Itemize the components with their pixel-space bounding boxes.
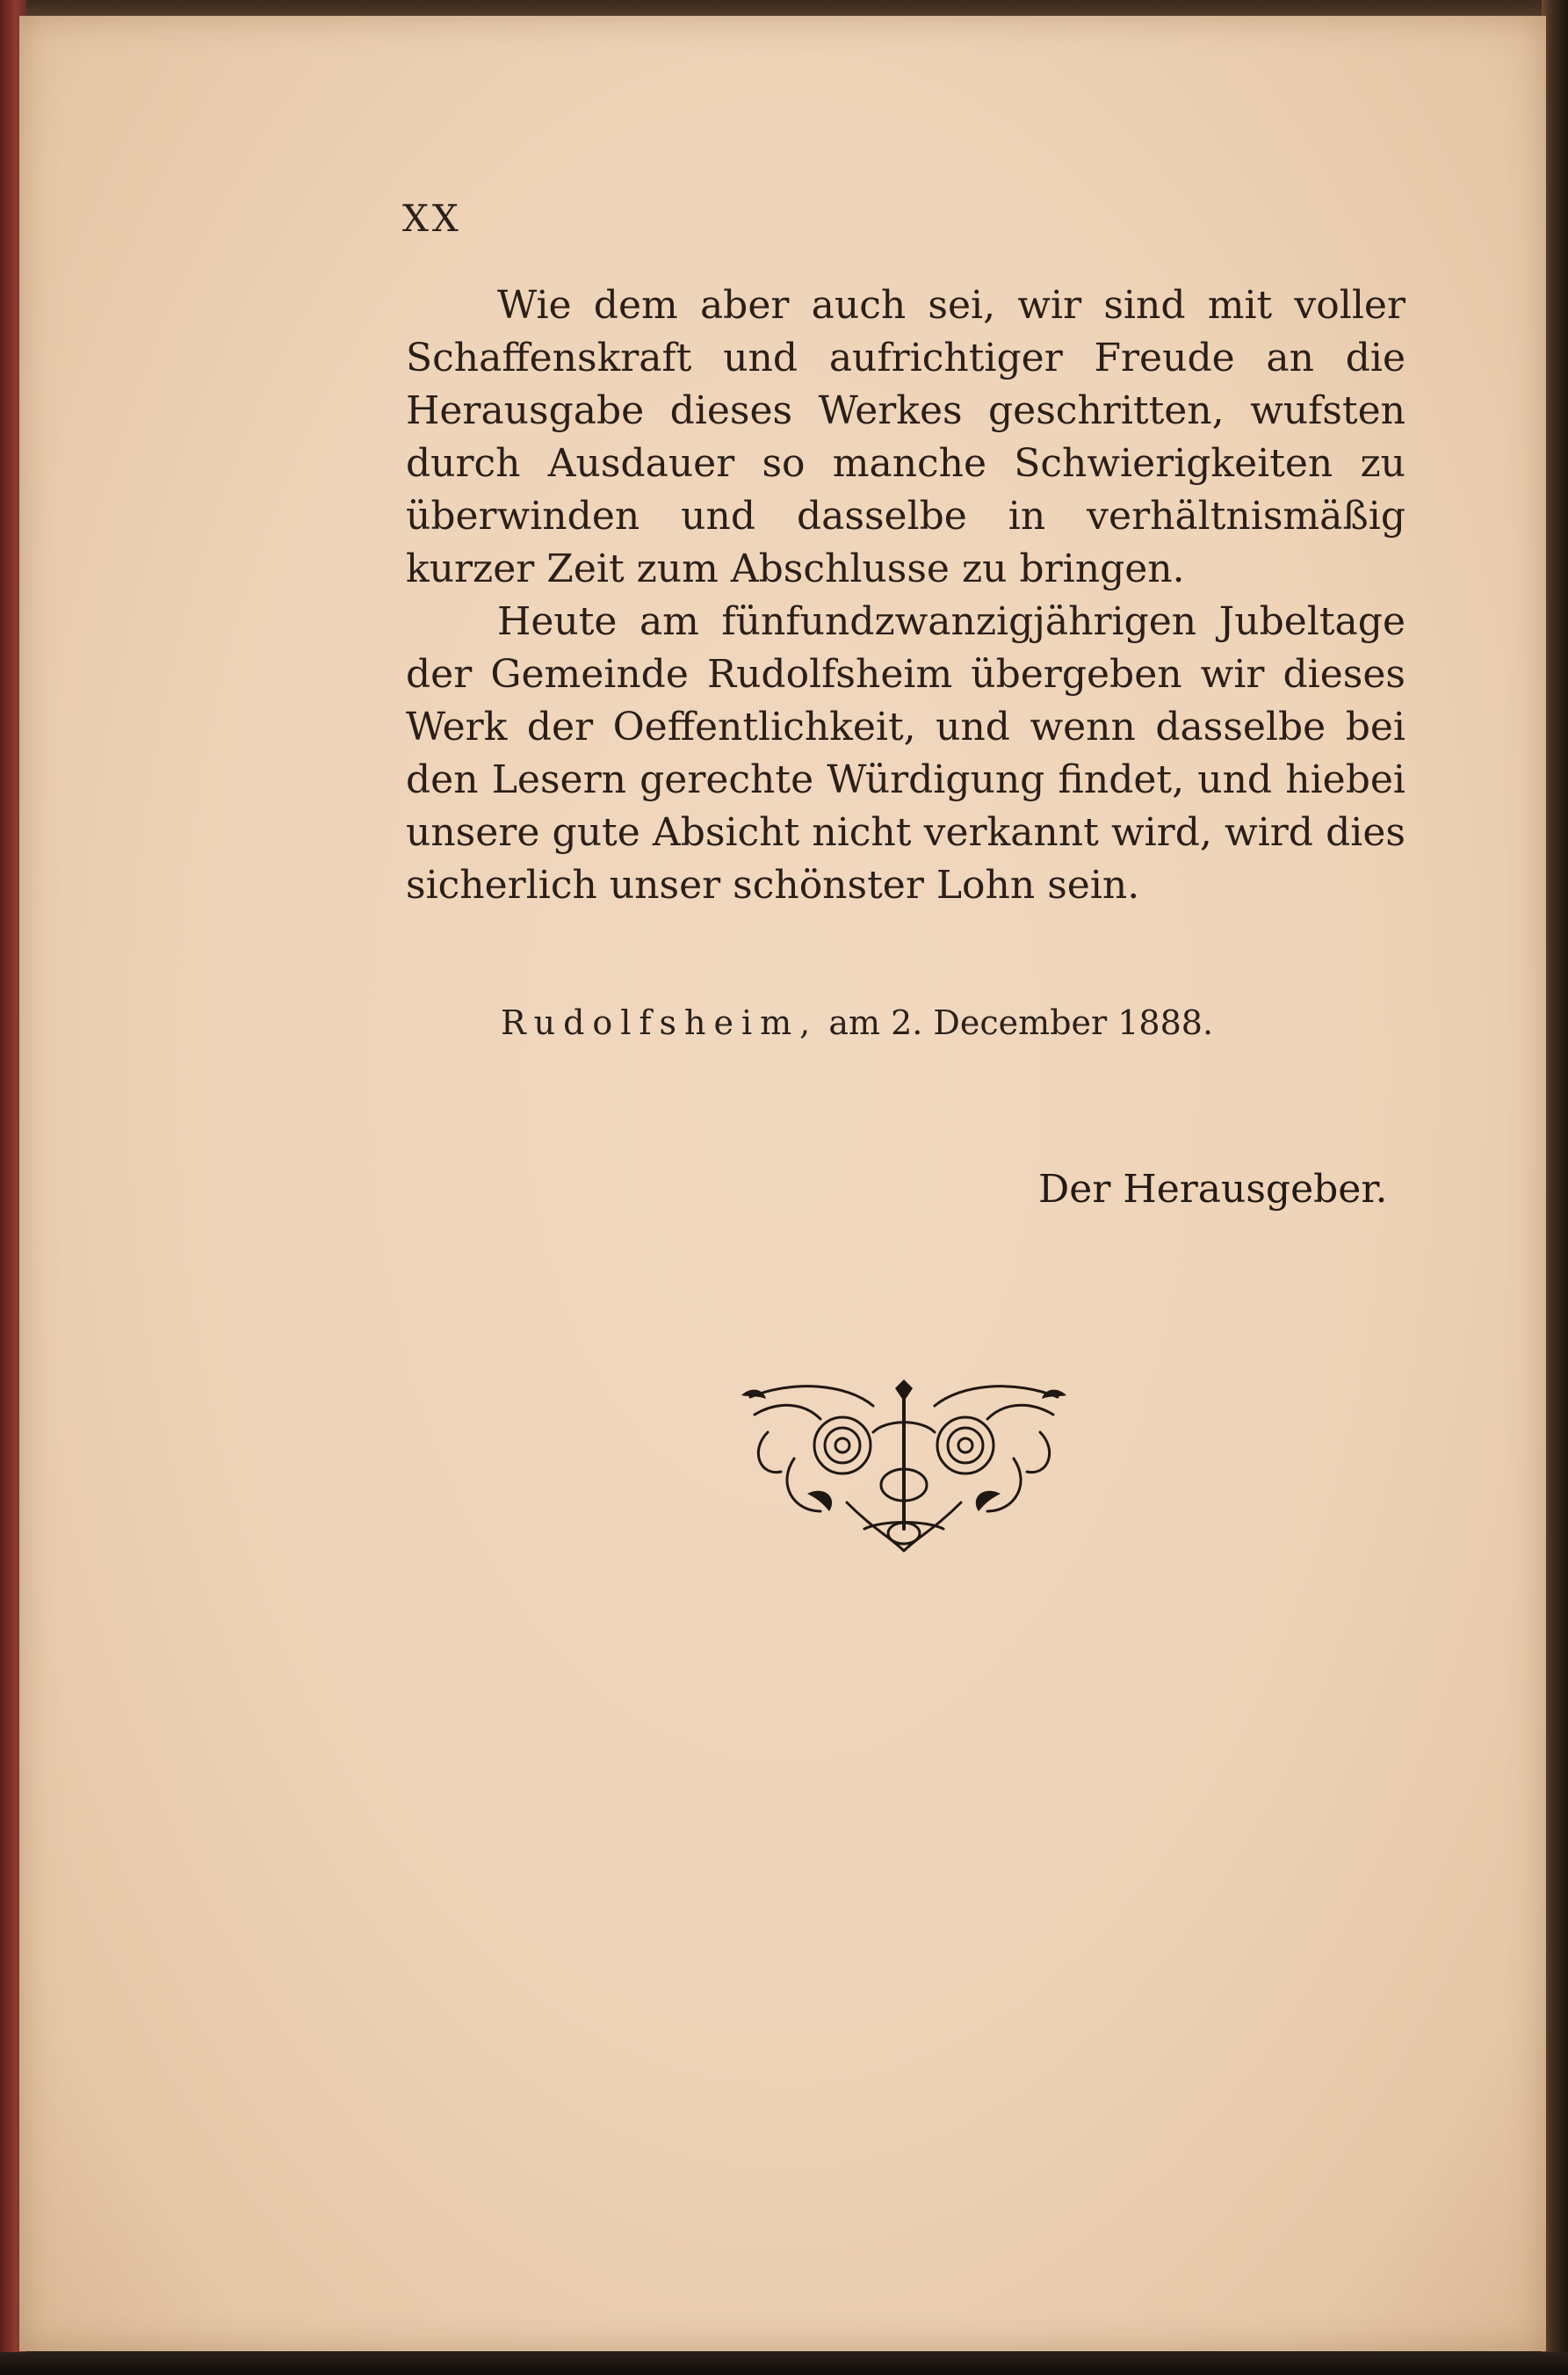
floral-ornament-icon [741,1379,1066,1555]
book-page [19,16,1546,2351]
place-and-date [501,1003,1213,1042]
body-text [406,279,1405,912]
paragraph-1: Wie dem aber auch sei, wir sind mit voller Schaffenskraft und aufrichtiger Freude an die Herausgabe dieses Werkes geschritten, wufsten durch Ausdauer so manche Schwierigkeiten zu überwinden und dasselbe in verhältnismäßig kurzer Zeit zum Abschlusse zu bringen. [406,283,1405,591]
place-name: Rudolfsheim, [501,1003,819,1042]
paragraph-2: Heute am fünfundzwanzigjährigen Jubeltage der Gemeinde Rudolfsheim übergeben wir dieses Werk der Oeffentlichkeit, und wenn dasselbe bei den Lesern gerechte Würdigung findet, und hiebei unsere gute Absicht nicht verkannt wird, wird dies sicherlich unser schönster Lohn sein. [406,599,1405,908]
date-text: am 2. December 1888. [828,1003,1214,1042]
page-number: XX [402,197,462,240]
book-cover-bottom-edge [0,2352,1568,2375]
signature-line: Der Herausgeber. [1038,1167,1388,1212]
